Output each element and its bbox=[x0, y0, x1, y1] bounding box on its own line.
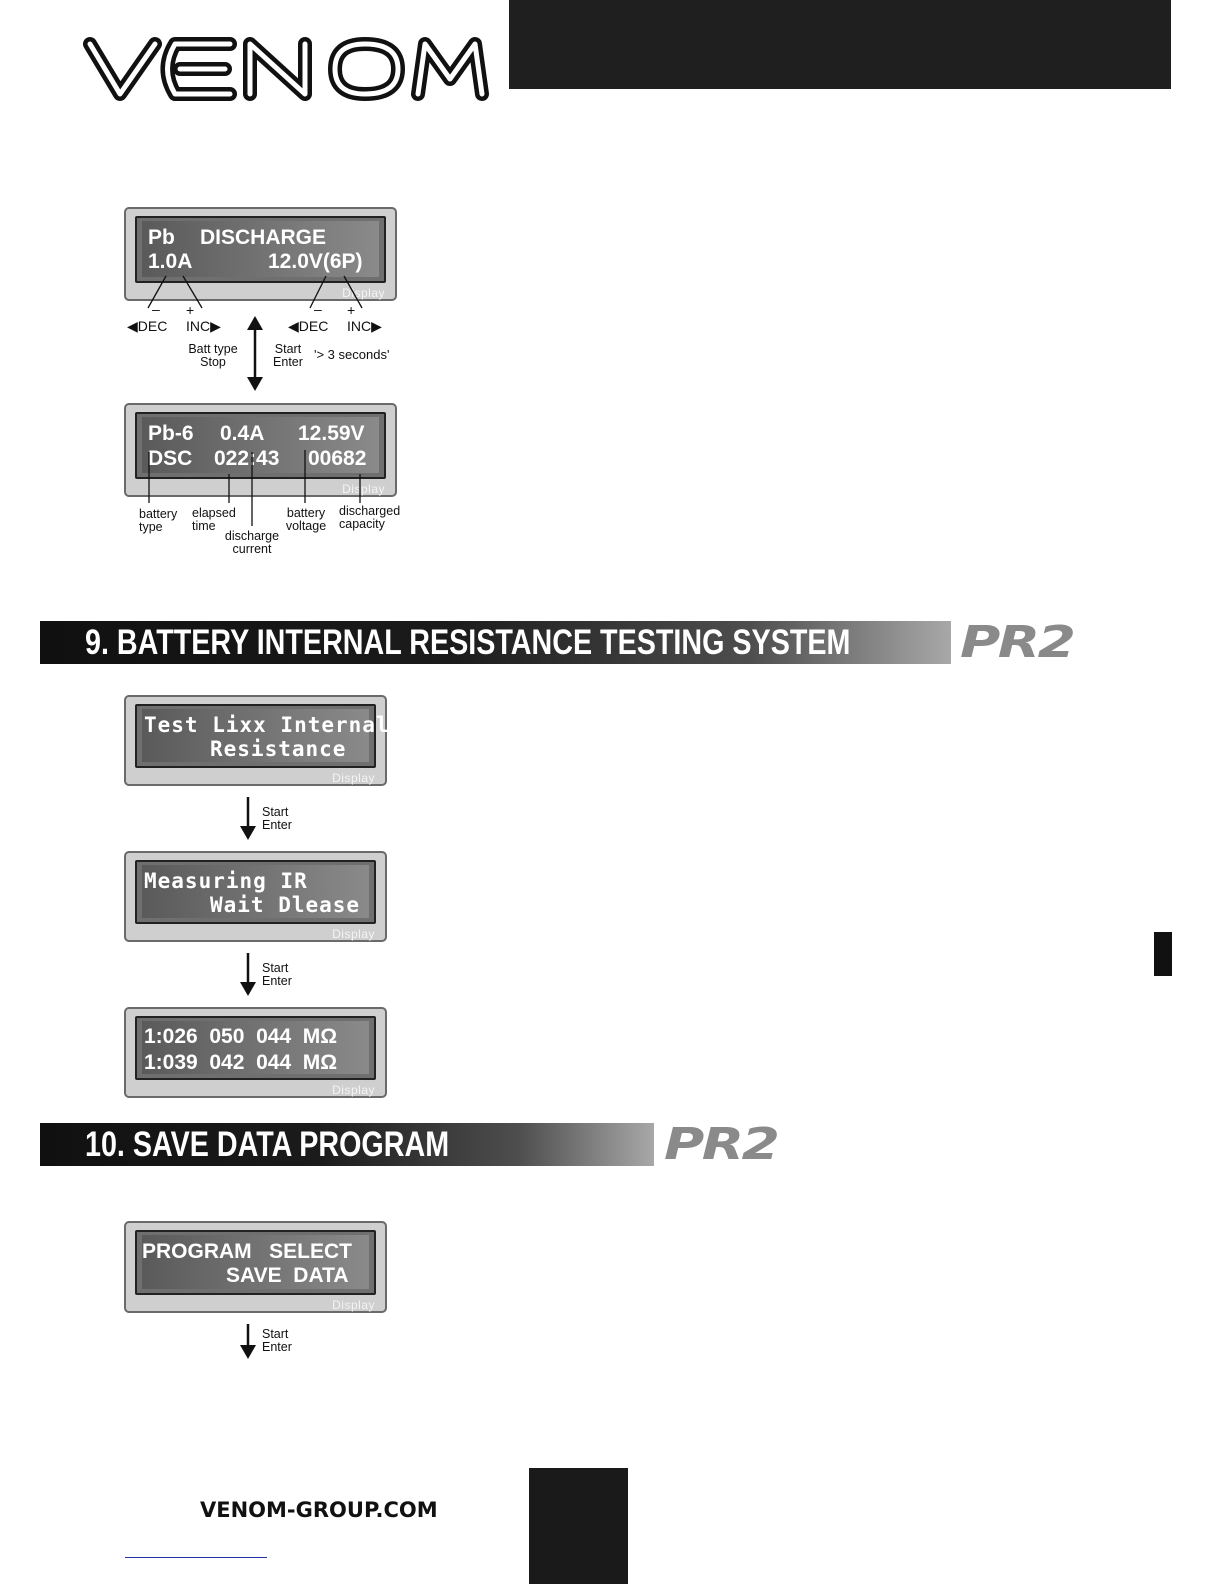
label-line: Enter bbox=[262, 974, 292, 988]
section-10-title: 10. SAVE DATA PROGRAM bbox=[85, 1125, 450, 1164]
lcd-screen bbox=[142, 1021, 369, 1074]
start-enter-label bbox=[262, 1328, 292, 1354]
chapter-tab bbox=[1154, 932, 1172, 976]
lcd-screen bbox=[142, 1235, 369, 1289]
pr2-badge: PR2 bbox=[960, 617, 1074, 668]
label-line: time bbox=[192, 519, 216, 533]
lcd-text: 12.59V bbox=[298, 422, 365, 445]
lcd-save-data bbox=[124, 1221, 387, 1313]
plus-sign: + bbox=[347, 302, 356, 318]
lcd-bezel bbox=[135, 1016, 376, 1080]
dec-key-label: ◀DEC bbox=[288, 318, 329, 334]
lcd-screen bbox=[142, 865, 369, 918]
lcd-text: Test Lixx Internal bbox=[144, 713, 390, 737]
footer-website-link[interactable]: VENOM-GROUP.COM bbox=[200, 1498, 438, 1522]
display-label: Display bbox=[342, 286, 385, 300]
display-label: Display bbox=[332, 927, 375, 941]
double-arrow-icon bbox=[247, 316, 263, 391]
lcd-text: Measuring IR bbox=[144, 869, 308, 893]
label-line: discharge bbox=[224, 529, 280, 543]
display-label: Display bbox=[332, 771, 375, 785]
hold-duration-label: '> 3 seconds' bbox=[314, 347, 390, 362]
lcd-text: DISCHARGE bbox=[200, 226, 327, 249]
label-line: battery bbox=[286, 506, 326, 520]
display-label: Display bbox=[332, 1298, 375, 1312]
label-line: voltage bbox=[285, 519, 327, 533]
label-line: Enter bbox=[262, 818, 292, 832]
label-line: Start bbox=[262, 961, 289, 975]
lcd-bezel bbox=[135, 704, 390, 768]
page-number-block bbox=[529, 1468, 628, 1584]
lcd-screen bbox=[142, 709, 390, 762]
label-line: Stop bbox=[200, 355, 226, 369]
label-line: type bbox=[139, 520, 163, 534]
lcd-text: 022:43 bbox=[214, 447, 280, 470]
label-line: Enter bbox=[273, 355, 303, 369]
lcd-text: 00682 bbox=[308, 447, 367, 470]
display-label: Display bbox=[332, 1083, 375, 1097]
lcd-text: PROGRAM SELECT bbox=[142, 1240, 353, 1263]
minus-sign: – bbox=[314, 301, 322, 317]
plus-sign: + bbox=[186, 302, 195, 318]
label-line: current bbox=[232, 542, 272, 556]
lcd-ir-results bbox=[124, 1007, 387, 1098]
lcd-measuring-ir bbox=[124, 851, 387, 942]
start-enter-label bbox=[262, 806, 292, 832]
label-line: Start bbox=[262, 1327, 289, 1341]
lcd-bezel bbox=[135, 860, 376, 924]
minus-sign: – bbox=[152, 301, 160, 317]
label-line: Start bbox=[274, 342, 302, 356]
lcd-text: Pb-6 bbox=[148, 422, 194, 445]
section-9-header bbox=[40, 621, 951, 664]
lcd-text: 1:039 042 044 MΩ bbox=[144, 1051, 338, 1074]
lcd-text: Pb bbox=[148, 226, 175, 249]
label-line: capacity bbox=[339, 517, 385, 531]
lcd-text: 0.4A bbox=[220, 422, 265, 445]
lcd-text: Wait Dlease bbox=[210, 893, 361, 917]
footer-divider bbox=[125, 1557, 267, 1558]
label-line: Batt type bbox=[188, 342, 238, 356]
inc-key-label: INC▶ bbox=[186, 318, 221, 334]
label-line: discharged bbox=[339, 504, 401, 518]
label-line: Start bbox=[262, 805, 289, 819]
label-line: Enter bbox=[262, 1340, 292, 1354]
lcd-text: 1:026 050 044 MΩ bbox=[144, 1025, 338, 1048]
inc-key-label: INC▶ bbox=[347, 318, 382, 334]
lcd-text: Resistance bbox=[210, 737, 347, 761]
section-10-header bbox=[40, 1123, 654, 1166]
section-9-title: 9. BATTERY INTERNAL RESISTANCE TESTING SYSTEM bbox=[85, 623, 851, 662]
dec-key-label: ◀DEC bbox=[127, 318, 168, 334]
start-enter-label bbox=[262, 962, 292, 988]
label-line: elapsed bbox=[192, 506, 236, 520]
lcd-text: SAVE DATA bbox=[226, 1264, 349, 1287]
lcd-text: DSC bbox=[148, 447, 193, 470]
lcd-text: 12.0V(6P) bbox=[268, 250, 363, 273]
display-label: Display bbox=[342, 482, 385, 496]
label-line: battery bbox=[139, 507, 178, 521]
lcd-text: 1.0A bbox=[148, 250, 193, 273]
lcd-test-ir bbox=[124, 695, 390, 786]
lcd-bezel bbox=[135, 1230, 376, 1295]
pr2-badge: PR2 bbox=[664, 1119, 778, 1170]
